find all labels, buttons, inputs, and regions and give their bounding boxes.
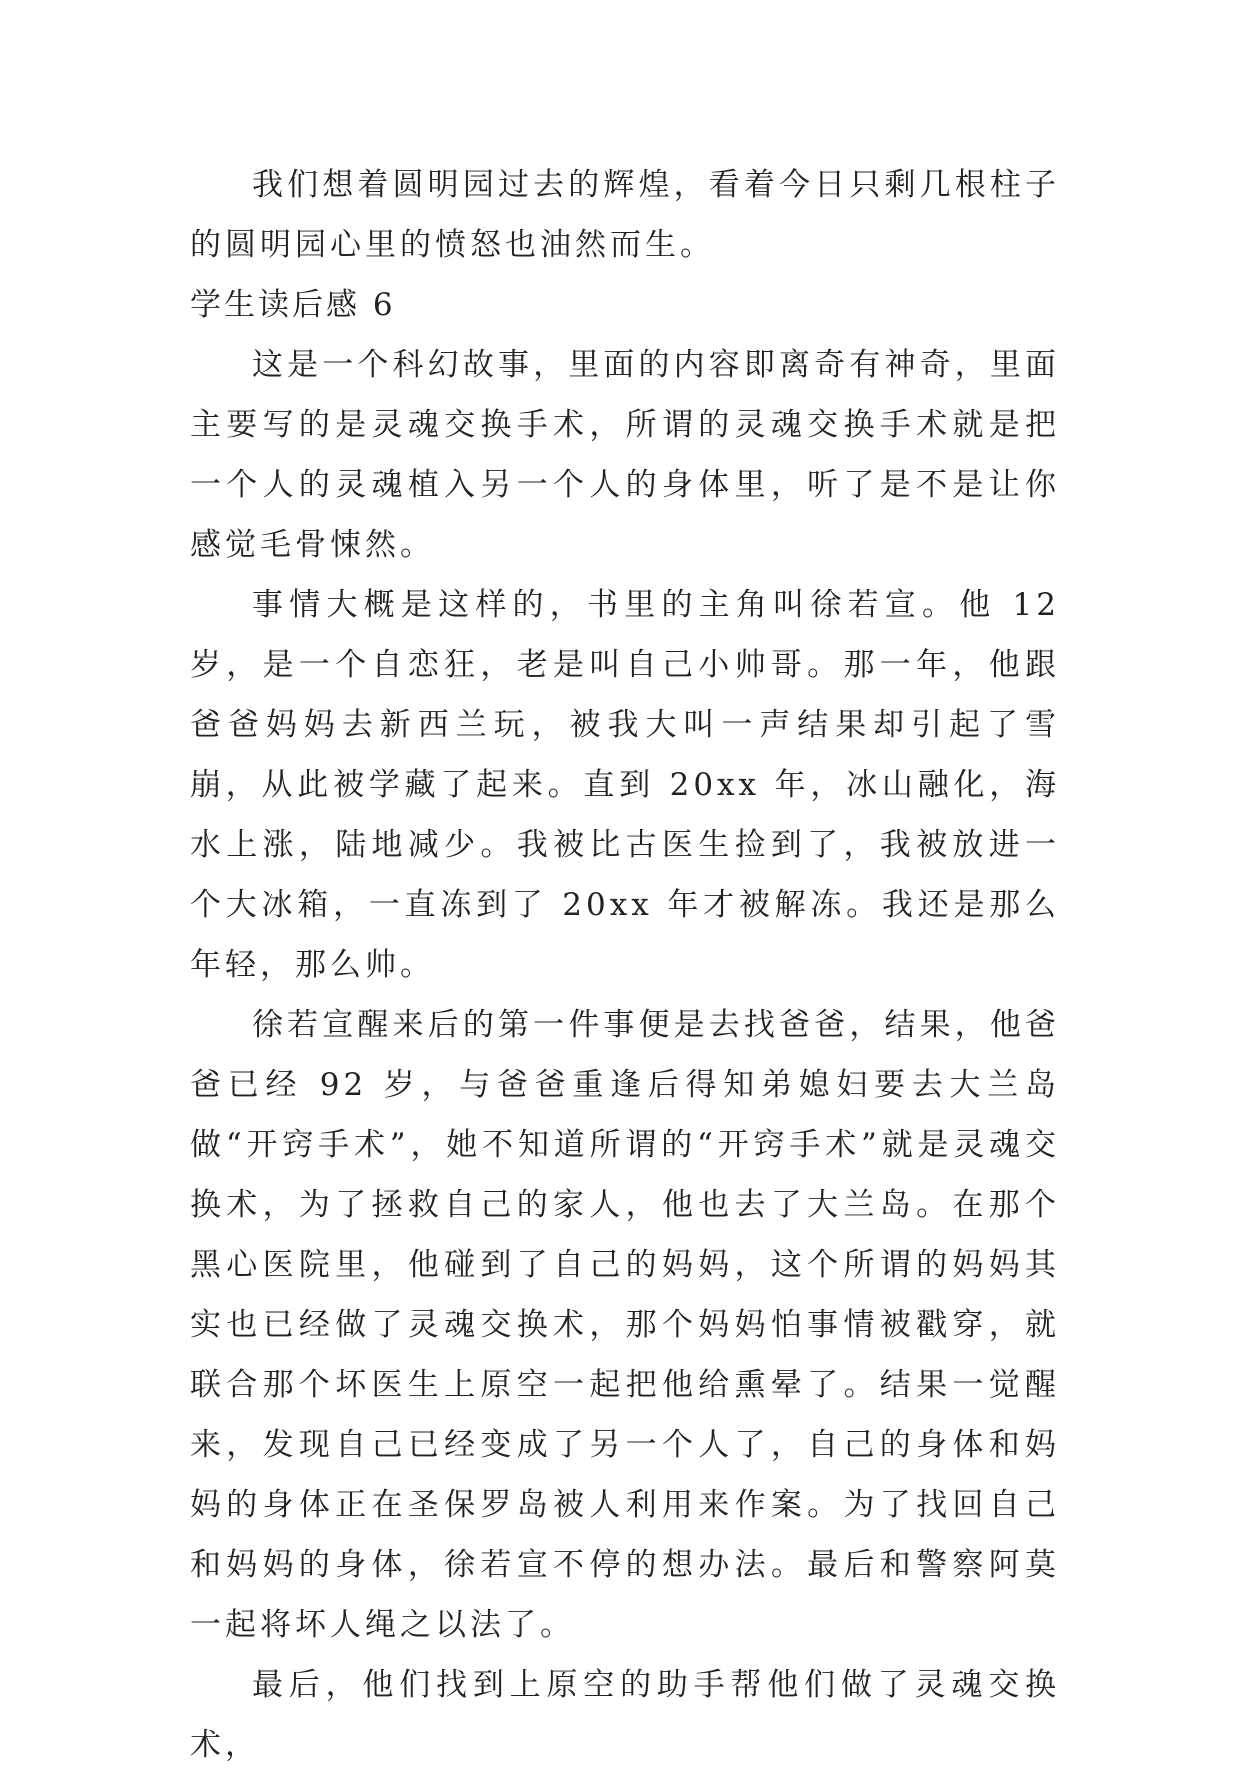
paragraph-3: 事情大概是这样的，书里的主角叫徐若宣。他 12 岁，是一个自恋狂，老是叫自己小帅哥。那一年，他跟爸爸妈妈去新西兰玩，被我大叫一声结果却引起了雪崩，从此被学藏了起来。直到 20xx 年，冰山融化，海水上涨，陆地减少。我被比古医生捡到了，我被放进一个大冰箱，一直冻到了 20xx 年才被解冻。我还是那么年轻，那么帅。 (190, 587, 1060, 983)
paragraph-1: 我们想着圆明园过去的辉煌，看着今日只剩几根柱子的圆明园心里的愤怒也油然而生。 (190, 167, 1060, 263)
section-title: 学生读后感 6 (190, 287, 396, 323)
paragraph-4: 徐若宣醒来后的第一件事便是去找爸爸，结果，他爸爸已经 92 岁，与爸爸重逢后得知弟媳妇要去大兰岛做“开窍手术”，她不知道所谓的“开窍手术”就是灵魂交换术，为了拯救自己的家人，他也去了大兰岛。在那个黑心医院里，他碰到了自己的妈妈，这个所谓的妈妈其实也已经做了灵魂交换术，那个妈妈怕事情被戳穿，就联合那个坏医生上原空一起把他给熏晕了。结果一觉醒来，发现自己已经变成了另一个人了，自己的身体和妈妈的身体正在圣保罗岛被人利用来作案。为了找回自己和妈妈的身体，徐若宣不停的想办法。最后和警察阿莫一起将坏人绳之以法了。 (190, 1007, 1060, 1643)
paragraph-5: 最后，他们找到上原空的助手帮他们做了灵魂交换术， (190, 1667, 1060, 1763)
document-body (190, 155, 1060, 1775)
paragraph-2: 这是一个科幻故事，里面的内容即离奇有神奇，里面主要写的是灵魂交换手术，所谓的灵魂交换手术就是把一个人的灵魂植入另一个人的身体里，听了是不是让你感觉毛骨悚然。 (190, 347, 1060, 563)
